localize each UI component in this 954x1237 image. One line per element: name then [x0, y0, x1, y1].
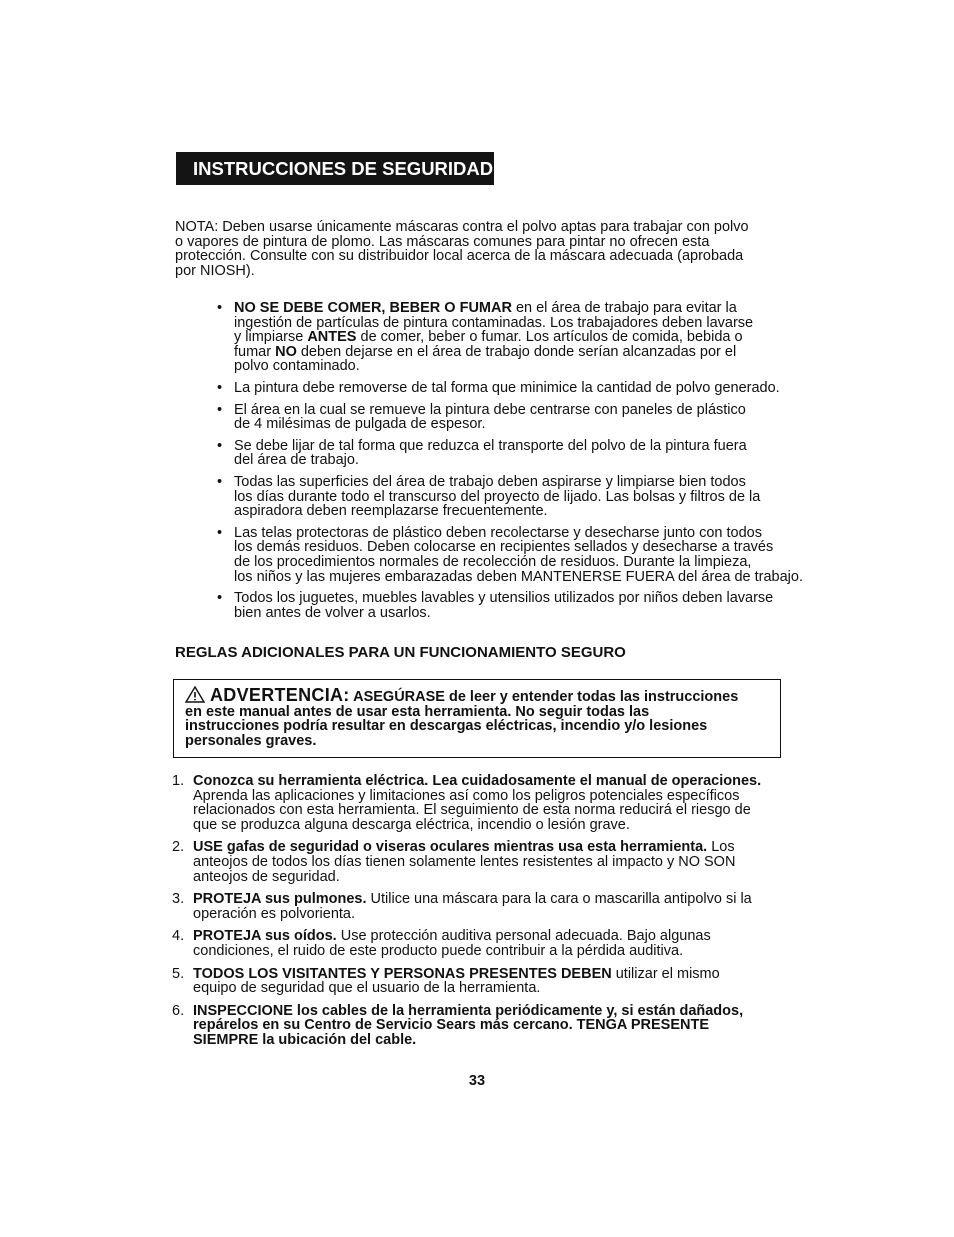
warning-line: en este manual antes de usar esta herramienta. No seguir todas las [185, 703, 650, 720]
bullet-text: Todas las superficies del área de trabajo deben aspirarse y limpiarse bien todos [234, 473, 746, 490]
section-title: INSTRUCCIONES DE SEGURIDAD cont. [193, 158, 543, 179]
bullet-dot: • [217, 524, 223, 541]
bullet-item [217, 439, 837, 468]
rule-bold: USE gafas de seguridad o viseras oculares mientras usa esta herramienta. [193, 839, 708, 856]
rule-number: 1. [172, 773, 185, 789]
rule-bold: TODOS LOS VISITANTES Y PERSONAS PRESENTES DEBEN [193, 965, 612, 982]
bullet-text: de comer, beber o fumar. Los artículos de comida, bebida o [356, 329, 743, 346]
warning-box [173, 679, 781, 758]
bullet-text: del área de trabajo. [234, 452, 359, 469]
rule-text: operación es polvorienta. [193, 905, 356, 922]
bullet-text: El área en la cual se remueve la pintura debe centrarse con paneles de plástico [234, 401, 746, 418]
rule-text: anteojos de seguridad. [193, 868, 340, 885]
bullet-dot: • [217, 473, 223, 490]
note-line: NOTA: Deben usarse únicamente máscaras contra el polvo aptas para trabajar con polvo [175, 219, 749, 235]
bullet-text: Se debe lijar de tal forma que reduzca el transporte del polvo de la pintura fuera [234, 437, 747, 454]
rule-bold: INSPECCIONE los cables de la herramienta periódicamente y, si están dañados, [193, 1002, 744, 1019]
bullet-text: y limpiarse [234, 329, 308, 346]
bullet-text: de los procedimientos normales de recolección de residuos. Durante la limpieza, [234, 553, 752, 570]
bullet-text: de 4 milésimas de pulgada de espesor. [234, 416, 486, 433]
bullet-text: La pintura debe removerse de tal forma que minimice la cantidad de polvo generado. [234, 379, 780, 396]
rule-number: 6. [172, 1002, 185, 1019]
bullet-text: bien antes de volver a usarlos. [234, 604, 431, 621]
bullet-bold: ANTES [307, 329, 357, 346]
bullet-text: en el área de trabajo para evitar la [511, 300, 737, 316]
rule-number: 5. [172, 965, 185, 982]
bullet-bold: NO SE DEBE COMER, BEBER O FUMAR [234, 300, 512, 316]
rule-text: que se produzca alguna descarga eléctrica, incendio o lesión grave. [193, 816, 630, 833]
warning-line: personales graves. [185, 732, 317, 749]
note-line: o vapores de pintura de plomo. Las máscaras comunes para pintar no ofrecen esta [175, 233, 710, 250]
section-heading: REGLAS ADICIONALES PARA UN FUNCIONAMIENTO SEGURO [175, 644, 626, 661]
page-number: 33 [468, 1073, 486, 1089]
bullet-item [217, 301, 837, 374]
section-title-bar [176, 152, 543, 185]
bullet-dot: • [217, 437, 223, 454]
bullet-list [217, 301, 837, 627]
bullet-item [217, 403, 837, 432]
rule-item [172, 1004, 812, 1048]
bullet-text: los días durante todo el transcurso del proyecto de lijado. Las bolsas y filtros de la [234, 488, 761, 505]
bullet-text: polvo contaminado. [234, 358, 360, 375]
bullet-dot: • [217, 401, 223, 418]
rule-text: Aprenda las aplicaciones y limitaciones así como los peligros potenciales específicos [193, 787, 740, 804]
rule-bold: PROTEJA sus oídos. [193, 928, 337, 945]
bullet-dot: • [217, 300, 223, 316]
bullet-item [217, 475, 837, 519]
note-paragraph [175, 220, 815, 278]
rule-text: Utilice una máscara para la cara o mascarilla antipolvo si la [366, 891, 752, 908]
bullet-bold: NO [275, 343, 297, 360]
bullet-item [217, 591, 837, 620]
rule-bold: SIEMPRE la ubicación del cable. [193, 1031, 417, 1048]
rule-bold: PROTEJA sus pulmones. [193, 891, 367, 908]
warning-text [185, 686, 775, 748]
warning-line: ASEGÚRASE de leer y entender todas las instrucciones [349, 689, 739, 705]
rule-text: utilizar el mismo [611, 965, 720, 982]
rule-item [172, 774, 812, 832]
rule-number: 3. [172, 891, 185, 908]
bullet-dot: • [217, 590, 223, 607]
warning-line: instrucciones podría resultar en descargas eléctricas, incendio y/o lesiones [185, 718, 708, 735]
bullet-text: aspiradora deben reemplazarse frecuentemente. [234, 503, 548, 520]
bullet-dot: • [217, 379, 223, 396]
rule-text: anteojos de todos los días tienen solamente lentes resistentes al impacto y NO SON [193, 853, 736, 870]
note-line: por NIOSH). [175, 262, 255, 279]
bullet-text: ingestión de partículas de pintura contaminadas. Los trabajadores deben lavarse [234, 314, 754, 331]
rule-text: equipo de seguridad que el usuario de la herramienta. [193, 980, 541, 997]
rules-list [172, 774, 812, 1056]
bullet-text: los demás residuos. Deben colocarse en recipientes sellados y desecharse a través [234, 539, 774, 556]
rule-item [172, 892, 812, 921]
rule-item [172, 967, 812, 996]
bullet-item [217, 381, 837, 396]
rule-bold: repárelos en su Centro de Servicio Sears más cercano. TENGA PRESENTE [193, 1017, 710, 1034]
bullet-text: Todos los juguetes, muebles lavables y utensilios utilizados por niños deben lavarse [234, 590, 774, 607]
rule-number: 4. [172, 928, 185, 945]
rule-item [172, 840, 812, 884]
bullet-text: Las telas protectoras de plástico deben recolectarse y desecharse junto con todos [234, 524, 762, 541]
rule-number: 2. [172, 839, 185, 856]
rule-text: Los [707, 839, 735, 856]
rule-item [172, 929, 812, 958]
bullet-text: fumar [234, 343, 276, 360]
bullet-item [217, 526, 837, 584]
rule-bold: Conozca su herramienta eléctrica. Lea cuidadosamente el manual de operaciones. [193, 773, 762, 789]
note-line: protección. Consulte con su distribuidor local acerca de la máscara adecuada (aprobada [175, 248, 744, 265]
warning-word: ADVERTENCIA: [210, 685, 350, 705]
bullet-text: deben dejarse en el área de trabajo donde serían alcanzadas por el [296, 343, 737, 360]
rule-text: condiciones, el ruido de este producto puede contribuir a la pérdida auditiva. [193, 942, 684, 959]
rule-text: relacionados con esta herramienta. El seguimiento de esta norma reducirá el riesgo de [193, 802, 751, 819]
rule-text: Use protección auditiva personal adecuada. Bajo algunas [336, 928, 711, 945]
warning-triangle-icon [185, 686, 205, 703]
bullet-text: los niños y las mujeres embarazadas deben MANTENERSE FUERA del área de trabajo. [234, 568, 803, 585]
